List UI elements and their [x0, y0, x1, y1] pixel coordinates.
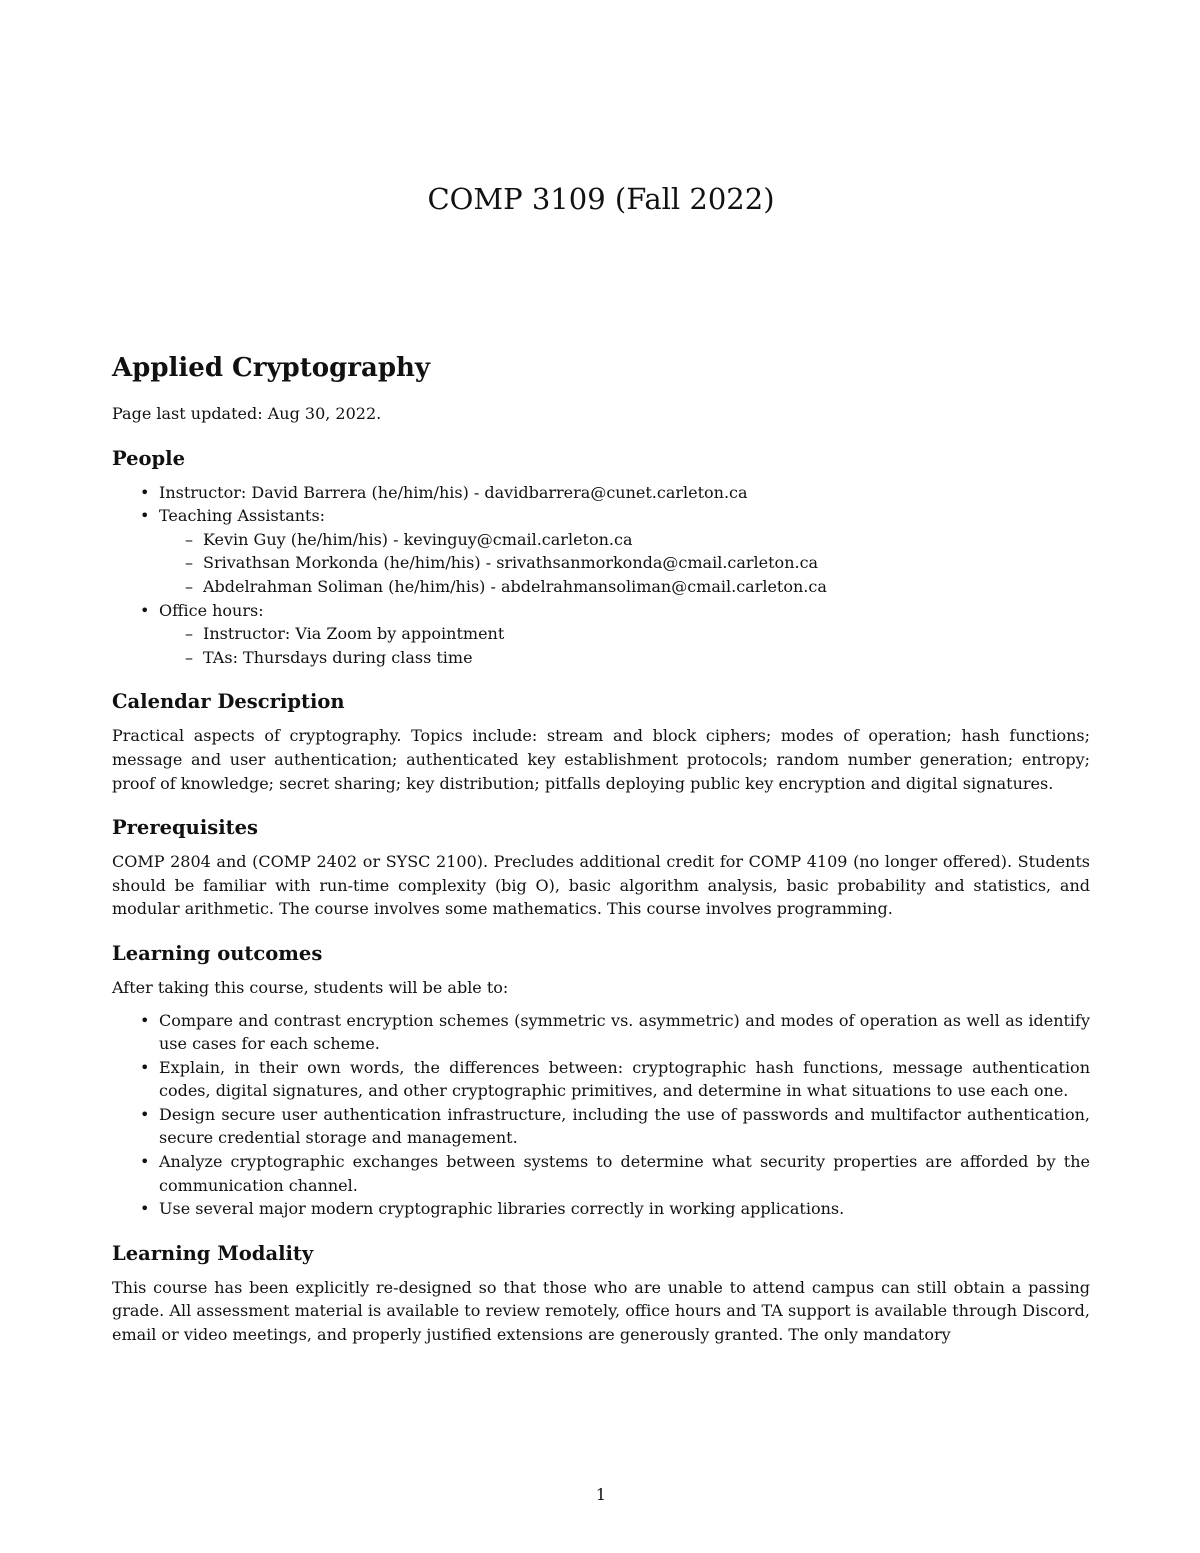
bullet-icon: •: [140, 1010, 150, 1030]
list-item: [159, 528, 1090, 552]
ta-item: Srivathsan Morkonda (he/him/his) - srivathsanmorkonda@cmail.carleton.ca: [203, 553, 819, 573]
list-item: [112, 1197, 1090, 1221]
dash-icon: –: [185, 529, 193, 549]
bullet-icon: •: [140, 1104, 150, 1124]
people-heading: People: [112, 446, 186, 470]
list-item: [112, 504, 1090, 598]
calendar-text: Practical aspects of cryptography. Topics include: stream and block ciphers; modes of operation; hash functions; message and user authentication; authenticated key establishment protocols; random number generation; entropy; proof of knowledge; secret sharing; key distribution; pitfalls deploying public key encryption and digital signatures.: [112, 726, 1090, 793]
bullet-icon: •: [140, 1199, 150, 1219]
dash-icon: –: [185, 553, 193, 573]
bullet-icon: •: [140, 482, 150, 502]
document-content: [112, 350, 1090, 1347]
calendar-heading: Calendar Description: [112, 690, 345, 714]
outcome-item: Explain, in their own words, the differences between: cryptographic hash functions, message authentication codes, digital signatures, and other cryptographic primitives, and determine in what situations to use each one.: [159, 1057, 1090, 1101]
last-updated-text: Page last updated: Aug 30, 2022.: [112, 404, 382, 423]
modality-text: This course has been explicitly re-designed so that those who are unable to attend campus can still obtain a passing grade. All assessment material is available to review remotely, office hours and TA support is available through Discord, email or video meetings, and properly justified extensions are generously granted. The only mandatory: [112, 1277, 1090, 1345]
list-item: [159, 646, 1090, 670]
dash-icon: –: [185, 624, 193, 644]
modality-heading: Learning Modality: [112, 1241, 314, 1265]
ta-item: Kevin Guy (he/him/his) - kevinguy@cmail.carleton.ca: [203, 529, 633, 549]
list-item: [112, 599, 1090, 670]
outcomes-list: [112, 1009, 1090, 1221]
list-item: [159, 622, 1090, 646]
dash-icon: –: [185, 576, 193, 596]
bullet-icon: •: [140, 600, 150, 620]
dash-icon: –: [185, 647, 193, 667]
list-item: [112, 1150, 1090, 1197]
office-hours-label: Office hours:: [159, 600, 264, 620]
outcome-item: Compare and contrast encryption schemes (symmetric vs. asymmetric) and modes of operation as well as identify use cases for each scheme.: [159, 1010, 1090, 1054]
outcome-item: Use several major modern cryptographic libraries correctly in working applications.: [159, 1199, 845, 1219]
list-item: [112, 481, 1090, 505]
outcomes-intro: After taking this course, students will be able to:: [112, 977, 509, 997]
office-hours-item: Instructor: Via Zoom by appointment: [203, 624, 505, 644]
list-item: [159, 575, 1090, 599]
prerequisites-heading: Prerequisites: [112, 816, 259, 840]
list-item: [112, 1009, 1090, 1056]
office-hours-item: TAs: Thursdays during class time: [203, 647, 473, 667]
ta-label: Teaching Assistants:: [159, 506, 326, 526]
list-item: [159, 551, 1090, 575]
ta-list: [159, 528, 1090, 599]
outcome-item: Analyze cryptographic exchanges between systems to determine what security properties are afforded by the communication channel.: [159, 1152, 1090, 1195]
course-heading: Applied Cryptography: [112, 353, 431, 383]
document-title: COMP 3109 (Fall 2022): [427, 182, 775, 216]
outcome-item: Design secure user authentication infrastructure, including the use of passwords and multifactor authentication, secure credential storage and management.: [159, 1104, 1090, 1148]
ta-item: Abdelrahman Soliman (he/him/his) - abdelrahmansoliman@cmail.carleton.ca: [203, 576, 827, 596]
instructor-text: Instructor: David Barrera (he/him/his) - davidbarrera@cunet.carleton.ca: [159, 482, 748, 502]
outcomes-heading: Learning outcomes: [112, 941, 323, 965]
document-page: [112, 0, 1090, 1553]
list-item: [112, 1103, 1090, 1150]
bullet-icon: •: [140, 1057, 150, 1077]
office-hours-list: [159, 622, 1090, 669]
people-list: [112, 481, 1090, 670]
list-item: [112, 1056, 1090, 1103]
prerequisites-text: COMP 2804 and (COMP 2402 or SYSC 2100). Precludes additional credit for COMP 4109 (no longer offered). Students should be familiar with run-time complexity (big O), basic algorithm analysis, basic probability and statistics, and modular arithmetic. The course involves some mathematics. This course involves programming.: [112, 852, 1090, 919]
bullet-icon: •: [140, 506, 150, 526]
page-number: 1: [595, 1485, 607, 1504]
bullet-icon: •: [140, 1152, 150, 1172]
